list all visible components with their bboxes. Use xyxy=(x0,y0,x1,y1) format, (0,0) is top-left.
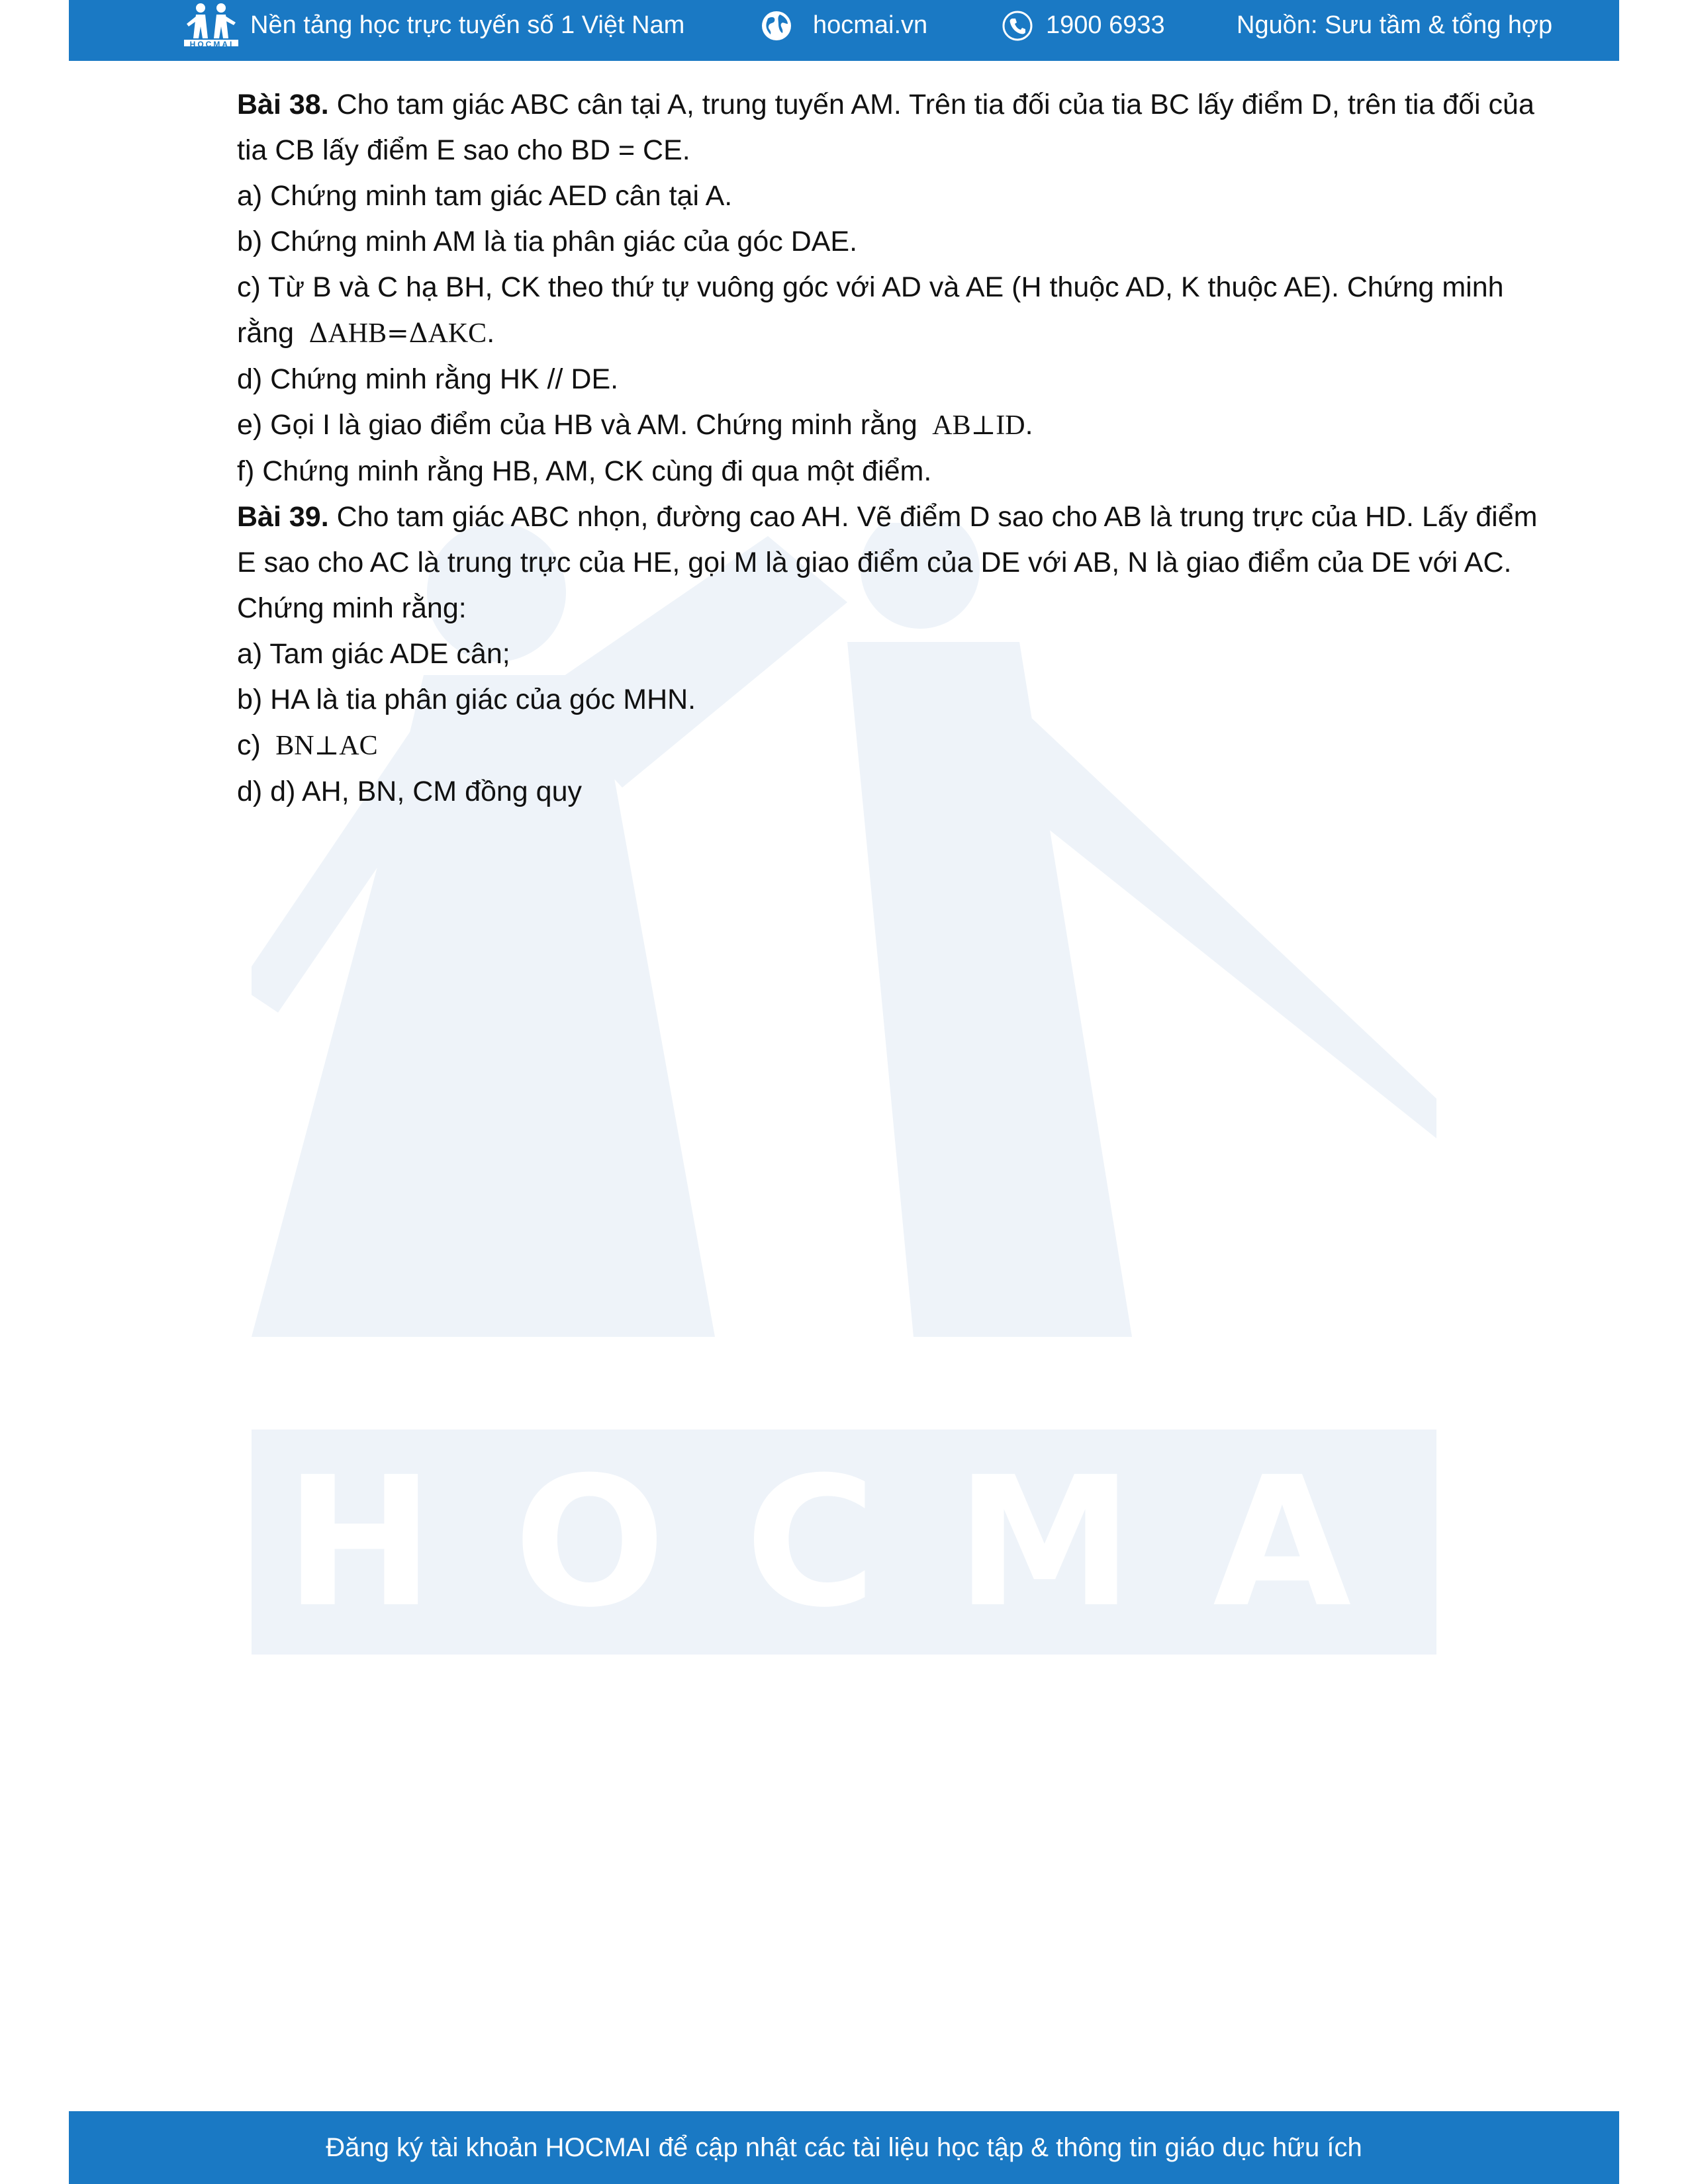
website-link[interactable]: hocmai.vn xyxy=(813,11,928,39)
problem-38-part-f: f) Chứng minh rằng HB, AM, CK cùng đi qua một điểm. xyxy=(237,455,932,487)
problem-38-part-c xyxy=(237,265,1554,357)
period: . xyxy=(1025,409,1033,441)
segment-id: ID xyxy=(996,410,1025,441)
phone-icon xyxy=(1001,9,1034,42)
footer-bar xyxy=(69,2111,1619,2184)
period: . xyxy=(487,317,495,349)
triangle-ahb: AHB xyxy=(328,318,387,349)
footer-text[interactable]: Đăng ký tài khoản HOCMAI để cập nhật các tài liệu học tập & thông tin giáo dục hữu ích xyxy=(326,2133,1362,2162)
watermark-letters: HOCMAI xyxy=(285,1437,1577,1647)
globe-icon xyxy=(760,9,793,42)
segment-ac: AC xyxy=(339,731,378,761)
problem-38-label: Bài 38. xyxy=(237,89,329,120)
tagline: Nền tảng học trực tuyến số 1 Việt Nam xyxy=(250,11,685,39)
phone-number[interactable]: 1900 6933 xyxy=(1046,11,1165,39)
problem-39-label: Bài 39. xyxy=(237,501,329,533)
source-text: Nguồn: Sưu tầm & tổng hợp xyxy=(1237,11,1553,39)
problem-39-part-b: b) HA là tia phân giác của góc MHN. xyxy=(237,684,696,715)
delta-symbol: Δ xyxy=(308,318,328,349)
watermark-text xyxy=(258,1430,1577,1655)
congruence-formula xyxy=(302,318,487,349)
document-body xyxy=(237,82,1554,815)
problem-38-part-e-text: e) Gọi I là giao điểm của HB và AM. Chứng minh rằng xyxy=(237,409,917,441)
problem-38-part-b: b) Chứng minh AM là tia phân giác của góc DAE. xyxy=(237,226,858,257)
equals-symbol: = xyxy=(387,318,409,349)
problem-38-stem xyxy=(237,82,1554,173)
problem-38-part-e xyxy=(237,402,1554,449)
problem-39-part-d: d) d) AH, BN, CM đồng quy xyxy=(237,776,582,807)
logo-text: HOCMAI xyxy=(189,40,234,49)
problem-39-part-c xyxy=(237,723,1554,769)
problem-39-stem xyxy=(237,494,1554,631)
segment-ab: AB xyxy=(932,410,971,441)
problem-39-part-a: a) Tam giác ADE cân; xyxy=(237,638,510,670)
header-bar xyxy=(69,0,1619,61)
problem-38-part-a: a) Chứng minh tam giác AED cân tại A. xyxy=(237,180,733,212)
perpendicular-symbol: ⊥ xyxy=(970,410,996,441)
segment-bn: BN xyxy=(275,731,314,761)
perpendicular-formula xyxy=(925,410,1025,441)
problem-39-text: Cho tam giác ABC nhọn, đường cao AH. Vẽ điểm D sao cho AB là trung trực của HD. Lấy điểm E sao cho AC là trung trực của HE, gọi M là giao điểm của DE với AB, N là giao điểm của DE với AC. Chứng minh rằng: xyxy=(237,501,1538,624)
problem-39-part-c-prefix: c) xyxy=(237,729,261,761)
problem-38-part-d: d) Chứng minh rằng HK // DE. xyxy=(237,363,619,395)
perpendicular-symbol: ⊥ xyxy=(314,731,340,761)
triangle-akc: AKC xyxy=(428,318,487,349)
hocmai-logo-icon xyxy=(183,0,240,61)
perpendicular-formula xyxy=(269,731,378,761)
problem-38-text: Cho tam giác ABC cân tại A, trung tuyến AM. Trên tia đối của tia BC lấy điểm D, trên tia đối của tia CB lấy điểm E sao cho BD = CE. xyxy=(237,89,1534,166)
delta-symbol: Δ xyxy=(408,318,428,349)
problem-38-part-c-text: c) Từ B và C hạ BH, CK theo thứ tự vuông góc với AD và AE (H thuộc AD, K thuộc AE). Chứng minh rằng xyxy=(237,271,1504,349)
